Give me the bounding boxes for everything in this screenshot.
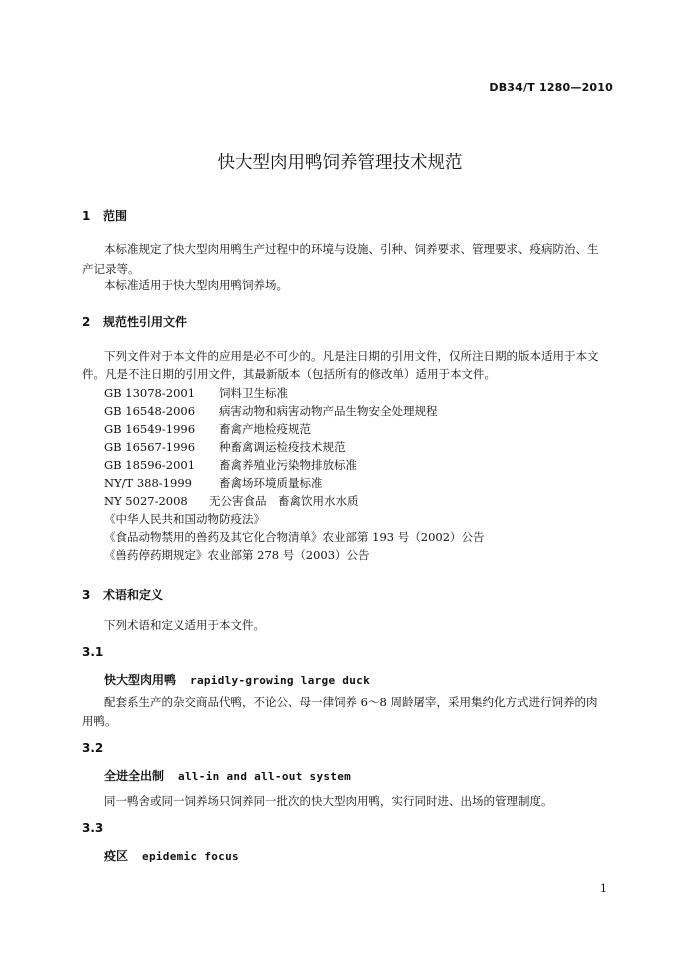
term-chinese: 疫区 (104, 849, 129, 863)
subsection-number: 3.3 (82, 821, 104, 835)
reference-name: 畜禽养殖业污染物排放标准 (219, 458, 357, 472)
reference-code: GB 16548-2006 (104, 404, 196, 418)
term-english: all-in and all-out system (178, 770, 352, 783)
document-title: 快大型肉用鸭饲养管理技术规范 (217, 153, 463, 173)
reference-code: GB 16567-1996 (104, 440, 196, 454)
section-1-heading (82, 207, 127, 224)
reference-name: 无公害食品 畜禽饮用水水质 (209, 494, 359, 508)
section-number: 3 (82, 588, 91, 602)
reference-item (104, 475, 323, 491)
term-heading (104, 767, 351, 784)
regulation-item: 《食品动物禁用的兽药及其它化合物清单》农业部第 193 号（2002）公告 (104, 530, 485, 544)
term-definition-line-1: 配套系生产的杂交商品代鸭，不论公、母一律饲养 6～8 周龄屠宰，采用集约化方式进行饲养的肉 (104, 695, 598, 709)
section-3-intro: 下列术语和定义适用于本文件。 (104, 618, 265, 632)
reference-name: 饲料卫生标准 (219, 386, 288, 400)
term-definition-line-1: 同一鸭舍或同一饲养场只饲养同一批次的快大型肉用鸭，实行同时进、出场的管理制度。 (104, 794, 553, 808)
reference-item (104, 439, 346, 455)
section-number: 1 (82, 209, 91, 223)
section-3-heading (82, 586, 163, 603)
term-chinese: 全进全出制 (104, 769, 165, 783)
section-1-paragraph-1-line-1: 本标准规定了快大型肉用鸭生产过程中的环境与设施、引种、饲养要求、管理要求、疫病防治、生 (104, 242, 599, 256)
reference-item (104, 457, 357, 473)
term-definition-line-2: 用鸭。 (82, 714, 117, 728)
regulation-item: 《中华人民共和国动物防疫法》 (104, 512, 265, 526)
section-title: 规范性引用文件 (103, 315, 188, 329)
reference-code: NY/T 388-1999 (104, 476, 192, 490)
regulation-item: 《兽药停药期规定》农业部第 278 号（2003）公告 (104, 548, 370, 562)
reference-code: GB 18596-2001 (104, 458, 196, 472)
document-code: DB34/T 1280—2010 (489, 81, 613, 94)
subsection-number: 3.2 (82, 741, 104, 755)
reference-item (104, 403, 438, 419)
section-2-intro-line-1: 下列文件对于本文件的应用是必不可少的。凡是注日期的引用文件，仅所注日期的版本适用于本文 (104, 349, 599, 363)
term-heading (104, 671, 370, 688)
term-heading (104, 847, 239, 864)
term-chinese: 快大型肉用鸭 (104, 673, 177, 687)
section-1-paragraph-1-line-2: 产记录等。 (82, 262, 140, 276)
section-1-paragraph-2: 本标准适用于快大型肉用鸭饲养场。 (104, 278, 288, 292)
reference-code: NY 5027-2008 (104, 494, 188, 508)
section-2-heading (82, 313, 187, 330)
reference-name: 种畜禽调运检疫技术规范 (219, 440, 346, 454)
section-title: 范围 (103, 209, 128, 223)
reference-name: 畜禽场环境质量标准 (219, 476, 323, 490)
section-number: 2 (82, 315, 91, 329)
reference-item (104, 493, 359, 509)
section-title: 术语和定义 (103, 588, 164, 602)
page-number: 1 (600, 882, 607, 895)
reference-name: 畜禽产地检疫规范 (219, 422, 311, 436)
reference-item (104, 421, 311, 437)
subsection-number: 3.1 (82, 645, 104, 659)
reference-code: GB 13078-2001 (104, 386, 196, 400)
term-english: epidemic focus (142, 850, 239, 863)
section-2-intro-line-2: 件。凡是不注日期的引用文件，其最新版本（包括所有的修改单）适用于本文件。 (82, 367, 496, 381)
term-english: rapidly-growing large duck (190, 674, 371, 687)
reference-item (104, 385, 288, 401)
reference-code: GB 16549-1996 (104, 422, 196, 436)
reference-name: 病害动物和病害动物产品生物安全处理规程 (219, 404, 438, 418)
